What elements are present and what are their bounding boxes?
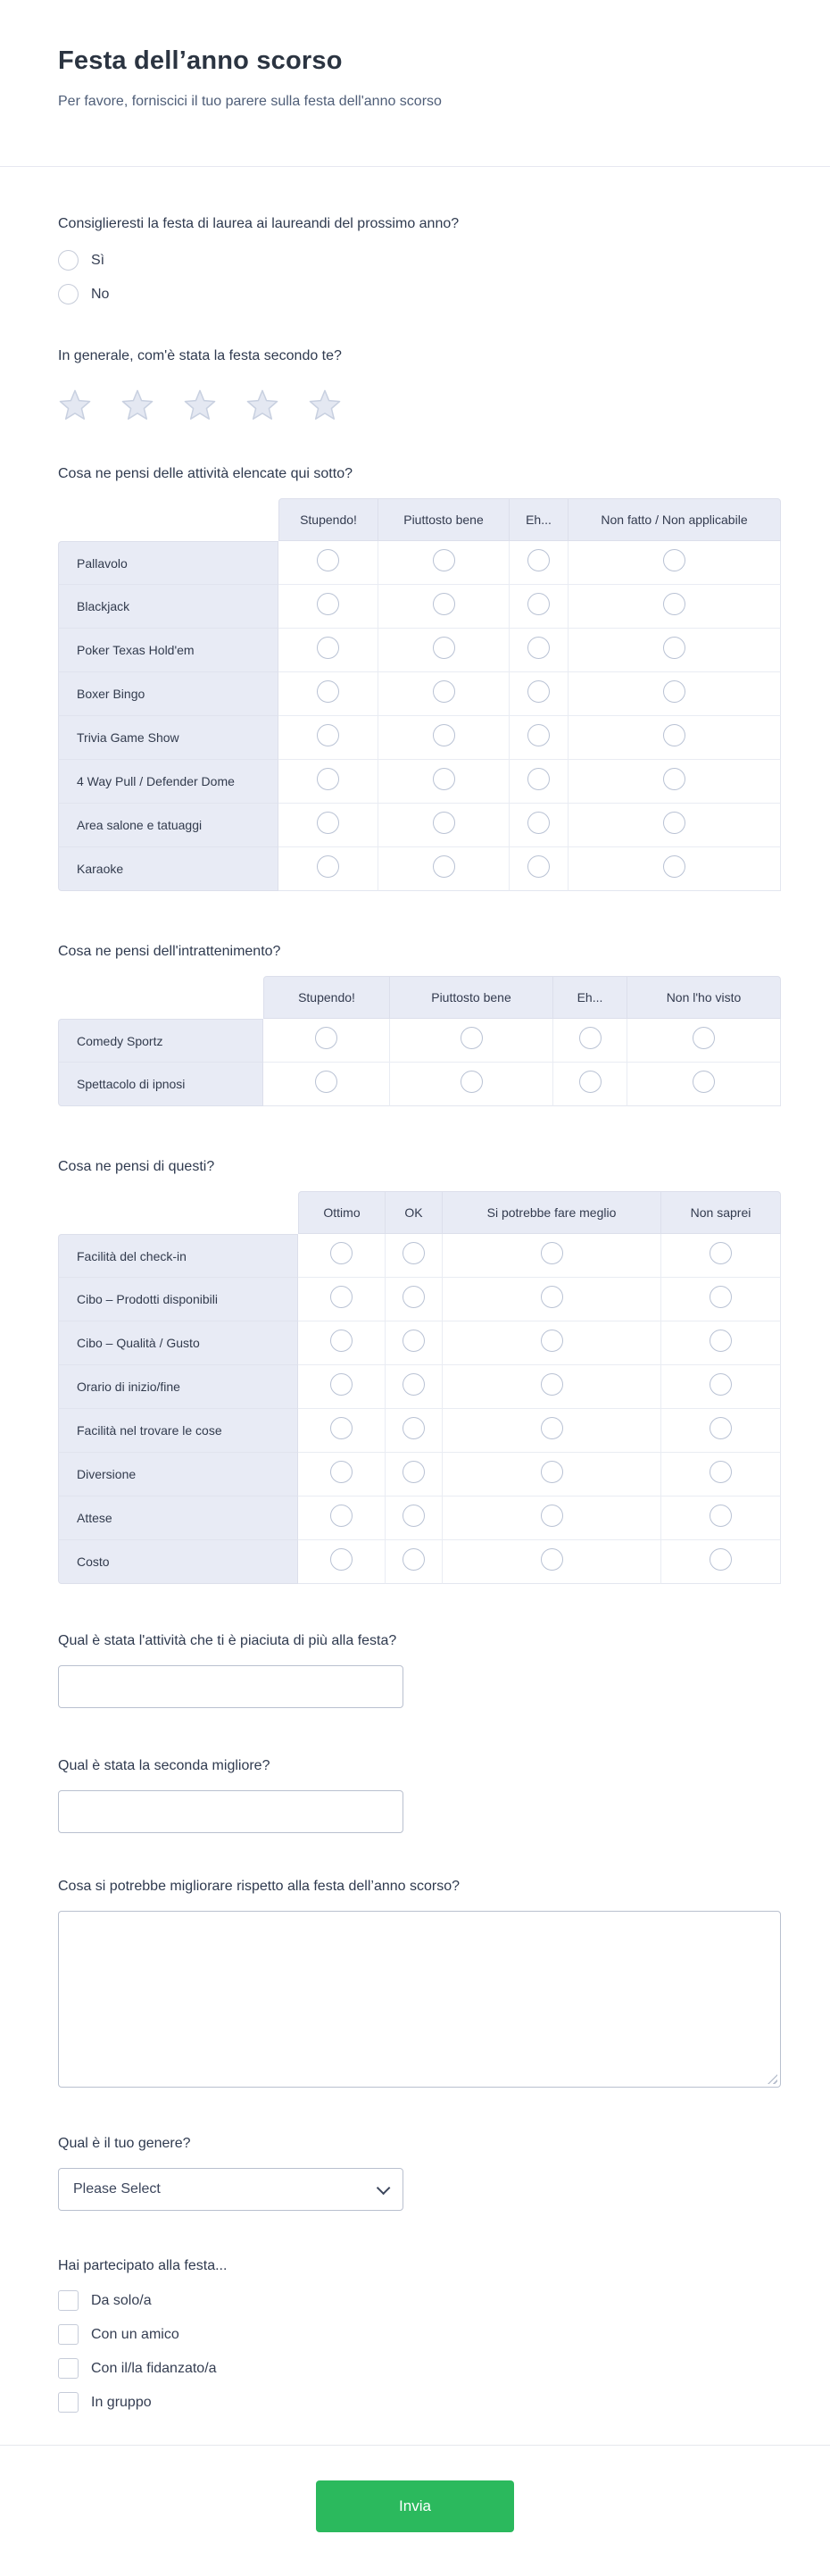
matrix-cell[interactable] <box>278 760 378 804</box>
matrix-row <box>58 672 781 716</box>
matrix-cell[interactable] <box>510 804 569 847</box>
radio-icon[interactable] <box>527 593 550 615</box>
improvements-textarea[interactable] <box>58 1911 781 2088</box>
matrix-cell[interactable] <box>510 585 569 629</box>
radio-icon[interactable] <box>541 1505 563 1527</box>
radio-icon[interactable] <box>403 1548 425 1571</box>
option-label: Da solo/a <box>91 2292 152 2308</box>
matrix-cell[interactable] <box>510 541 569 585</box>
radio-icon[interactable] <box>541 1330 563 1352</box>
matrix-cell[interactable] <box>386 1365 443 1409</box>
matrix-cell[interactable] <box>298 1453 386 1496</box>
radio-icon[interactable] <box>403 1505 425 1527</box>
favorite-activity-input[interactable] <box>58 1665 403 1708</box>
radio-icon[interactable] <box>403 1417 425 1439</box>
option-label: In gruppo <box>91 2394 152 2410</box>
matrix-cell[interactable] <box>569 716 781 760</box>
matrix-corner-cell <box>58 1191 298 1234</box>
matrix-col-header: Stupendo! <box>278 498 378 541</box>
matrix-row <box>58 1278 781 1321</box>
matrix-row <box>58 804 781 847</box>
matrix-row <box>58 760 781 804</box>
matrix-row <box>58 1234 781 1278</box>
radio-icon[interactable] <box>541 1373 563 1396</box>
page-subtitle: Per favore, forniscici il tuo parere sulla festa dell'anno scorso <box>58 94 442 109</box>
matrix-cell[interactable] <box>378 716 510 760</box>
submit-button[interactable]: Invia <box>316 2480 514 2532</box>
radio-icon[interactable] <box>330 1286 353 1308</box>
matrix-row <box>58 541 781 585</box>
matrix-row <box>58 585 781 629</box>
matrix-row-header: Poker Texas Hold'em <box>58 629 278 672</box>
matrix-cell[interactable] <box>661 1278 781 1321</box>
radio-group-recommend <box>58 250 781 304</box>
matrix-row <box>58 847 781 891</box>
matrix-cell[interactable] <box>278 629 378 672</box>
question-label: Cosa ne pensi delle attività elencate qui sotto? <box>58 466 353 481</box>
question-favorite-activity <box>0 1631 830 1708</box>
matrix-row <box>58 629 781 672</box>
matrix-col-header: Ottimo <box>298 1191 386 1234</box>
radio-icon[interactable] <box>403 1461 425 1483</box>
matrix-cell[interactable] <box>553 1063 627 1106</box>
matrix-cell[interactable] <box>298 1496 386 1540</box>
matrix-row-header: Diversione <box>58 1453 298 1496</box>
matrix-cell[interactable] <box>386 1453 443 1496</box>
radio-icon[interactable] <box>433 812 455 834</box>
radio-icon[interactable] <box>663 680 685 703</box>
matrix-row <box>58 1453 781 1496</box>
matrix-row <box>58 716 781 760</box>
activities-matrix-table <box>58 498 781 891</box>
radio-icon[interactable] <box>433 549 455 571</box>
matrix-row <box>58 1321 781 1365</box>
matrix-cell[interactable] <box>510 847 569 891</box>
matrix-col-header: Eh... <box>510 498 569 541</box>
radio-icon[interactable] <box>461 1071 483 1093</box>
matrix-cell[interactable] <box>378 672 510 716</box>
radio-icon[interactable] <box>541 1461 563 1483</box>
matrix-row-header: Blackjack <box>58 585 278 629</box>
radio-icon[interactable] <box>663 724 685 746</box>
matrix-row <box>58 1540 781 1584</box>
matrix-cell[interactable] <box>661 1409 781 1453</box>
matrix-cell[interactable] <box>569 672 781 716</box>
matrix-row-header: 4 Way Pull / Defender Dome <box>58 760 278 804</box>
matrix-row <box>58 1019 781 1063</box>
checkbox-option-3[interactable] <box>58 2358 781 2379</box>
matrix-row-header: Facilità del check-in <box>58 1234 298 1278</box>
matrix-cell[interactable] <box>278 585 378 629</box>
matrix-cell[interactable] <box>510 629 569 672</box>
matrix-cell[interactable] <box>278 847 378 891</box>
matrix-col-header: Non fatto / Non applicabile <box>569 498 781 541</box>
star-icon[interactable] <box>308 388 342 422</box>
radio-icon[interactable] <box>315 1027 337 1049</box>
matrix-row-header: Boxer Bingo <box>58 672 278 716</box>
matrix-cell[interactable] <box>569 629 781 672</box>
radio-icon[interactable] <box>541 1286 563 1308</box>
star-icon[interactable] <box>183 388 217 422</box>
checkbox-icon[interactable] <box>58 2358 79 2379</box>
star-icon[interactable] <box>120 388 154 422</box>
radio-icon[interactable] <box>317 768 339 790</box>
matrix-cell[interactable] <box>278 804 378 847</box>
radio-icon[interactable] <box>541 1548 563 1571</box>
matrix-cell[interactable] <box>510 672 569 716</box>
matrix-cell[interactable] <box>298 1365 386 1409</box>
checkbox-icon[interactable] <box>58 2290 79 2311</box>
matrix-row-header: Orario di inizio/fine <box>58 1365 298 1409</box>
matrix-cell[interactable] <box>443 1496 661 1540</box>
matrix-cell[interactable] <box>378 804 510 847</box>
matrix-cell[interactable] <box>510 760 569 804</box>
matrix-col-header: OK <box>386 1191 443 1234</box>
matrix-cell[interactable] <box>390 1063 553 1106</box>
radio-icon[interactable] <box>315 1071 337 1093</box>
matrix-cell[interactable] <box>298 1540 386 1584</box>
radio-icon[interactable] <box>317 680 339 703</box>
radio-icon[interactable] <box>527 812 550 834</box>
checkbox-icon[interactable] <box>58 2324 79 2345</box>
matrix-cell[interactable] <box>443 1321 661 1365</box>
question-label: Qual è il tuo genere? <box>58 2136 191 2151</box>
matrix-row-header: Trivia Game Show <box>58 716 278 760</box>
radio-icon[interactable] <box>710 1505 732 1527</box>
matrix-cell[interactable] <box>386 1278 443 1321</box>
matrix-col-header: Piuttosto bene <box>378 498 510 541</box>
radio-option-2[interactable] <box>58 284 781 304</box>
checkbox-option-1[interactable] <box>58 2290 781 2311</box>
matrix-col-header: Si potrebbe fare meglio <box>443 1191 661 1234</box>
matrix-col-header: Eh... <box>553 976 627 1019</box>
question-label: Cosa si potrebbe migliorare rispetto alla festa dell’anno scorso? <box>58 1879 461 1894</box>
radio-icon[interactable] <box>710 1548 732 1571</box>
checkbox-icon[interactable] <box>58 2392 79 2413</box>
matrix-cell[interactable] <box>298 1234 386 1278</box>
matrix-cell[interactable] <box>443 1409 661 1453</box>
radio-icon[interactable] <box>710 1286 732 1308</box>
radio-icon[interactable] <box>541 1242 563 1264</box>
radio-icon[interactable] <box>579 1027 602 1049</box>
matrix-cell[interactable] <box>553 1019 627 1063</box>
matrix-cell[interactable] <box>278 716 378 760</box>
radio-icon[interactable] <box>330 1373 353 1396</box>
radio-icon[interactable] <box>317 549 339 571</box>
matrix-cell[interactable] <box>661 1321 781 1365</box>
radio-icon[interactable] <box>330 1548 353 1571</box>
matrix-row-header: Area salone e tatuaggi <box>58 804 278 847</box>
matrix-row-header: Attese <box>58 1496 298 1540</box>
question-label: Hai partecipato alla festa... <box>58 2258 228 2273</box>
radio-icon[interactable] <box>663 812 685 834</box>
matrix-cell[interactable] <box>627 1063 781 1106</box>
radio-icon[interactable] <box>433 855 455 878</box>
checkbox-group-attended <box>58 2290 781 2413</box>
matrix-row-header: Facilità nel trovare le cose <box>58 1409 298 1453</box>
matrix-col-header: Non l'ho visto <box>627 976 781 1019</box>
matrix-cell[interactable] <box>278 672 378 716</box>
matrix-corner-cell <box>58 498 278 541</box>
matrix-cell[interactable] <box>443 1453 661 1496</box>
question-second-best <box>0 1756 830 1833</box>
radio-icon[interactable] <box>693 1027 715 1049</box>
radio-icon[interactable] <box>663 637 685 659</box>
radio-icon[interactable] <box>710 1373 732 1396</box>
radio-icon[interactable] <box>663 593 685 615</box>
star-rating <box>58 388 781 422</box>
matrix-cell[interactable] <box>263 1063 390 1106</box>
radio-icon[interactable] <box>461 1027 483 1049</box>
question-activities-matrix <box>0 464 830 891</box>
question-label: Qual è stata la seconda migliore? <box>58 1758 270 1773</box>
radio-icon[interactable] <box>330 1242 353 1264</box>
form-header <box>0 0 830 167</box>
matrix-cell[interactable] <box>569 760 781 804</box>
matrix-row-header: Cibo – Prodotti disponibili <box>58 1278 298 1321</box>
question-attended <box>0 2256 830 2413</box>
matrix-row-header: Karaoke <box>58 847 278 891</box>
matrix-cell[interactable] <box>386 1409 443 1453</box>
matrix-cell[interactable] <box>278 541 378 585</box>
radio-icon[interactable] <box>710 1330 732 1352</box>
matrix-cell[interactable] <box>298 1321 386 1365</box>
matrix-cell[interactable] <box>298 1278 386 1321</box>
radio-icon[interactable] <box>403 1330 425 1352</box>
option-label: No <box>91 286 110 302</box>
matrix-cell[interactable] <box>386 1321 443 1365</box>
matrix-col-header: Non saprei <box>661 1191 781 1234</box>
matrix-cell[interactable] <box>510 716 569 760</box>
matrix-cell[interactable] <box>443 1278 661 1321</box>
checkbox-option-4[interactable] <box>58 2392 781 2413</box>
page-title: Festa dell’anno scorso <box>58 46 343 75</box>
matrix-cell[interactable] <box>569 585 781 629</box>
radio-icon[interactable] <box>317 593 339 615</box>
form-footer <box>0 2445 830 2576</box>
radio-icon[interactable] <box>403 1286 425 1308</box>
matrix-col-header: Piuttosto bene <box>390 976 553 1019</box>
checkbox-option-2[interactable] <box>58 2324 781 2345</box>
matrix-cell[interactable] <box>378 760 510 804</box>
matrix-cell[interactable] <box>390 1019 553 1063</box>
matrix-cell[interactable] <box>378 585 510 629</box>
star-icon[interactable] <box>58 388 92 422</box>
second-best-input[interactable] <box>58 1790 403 1833</box>
question-recommend <box>0 214 830 304</box>
matrix-cell[interactable] <box>443 1365 661 1409</box>
matrix-row-header: Comedy Sportz <box>58 1019 263 1063</box>
radio-icon[interactable] <box>527 549 550 571</box>
radio-icon[interactable] <box>663 768 685 790</box>
option-label: Con un amico <box>91 2326 179 2342</box>
radio-icon[interactable] <box>317 724 339 746</box>
radio-icon[interactable] <box>433 637 455 659</box>
matrix-cell[interactable] <box>263 1019 390 1063</box>
radio-icon[interactable] <box>527 768 550 790</box>
radio-icon[interactable] <box>330 1330 353 1352</box>
radio-icon[interactable] <box>330 1505 353 1527</box>
matrix-cell[interactable] <box>378 847 510 891</box>
matrix-cell[interactable] <box>378 541 510 585</box>
radio-icon[interactable] <box>663 855 685 878</box>
radio-icon[interactable] <box>58 250 79 271</box>
radio-icon[interactable] <box>527 855 550 878</box>
question-gender <box>0 2134 830 2211</box>
matrix-cell[interactable] <box>443 1234 661 1278</box>
radio-icon[interactable] <box>663 549 685 571</box>
radio-icon[interactable] <box>433 768 455 790</box>
radio-icon[interactable] <box>317 637 339 659</box>
matrix-cell[interactable] <box>386 1540 443 1584</box>
radio-icon[interactable] <box>330 1417 353 1439</box>
improvements-textarea-wrap <box>58 1911 781 2088</box>
matrix-corner-cell <box>58 976 263 1019</box>
matrix-cell[interactable] <box>627 1019 781 1063</box>
matrix-cell[interactable] <box>443 1540 661 1584</box>
matrix-row <box>58 1409 781 1453</box>
matrix-row-header: Pallavolo <box>58 541 278 585</box>
matrix-row <box>58 1063 781 1106</box>
gender-select-value: Please Select <box>73 2181 161 2197</box>
radio-icon[interactable] <box>693 1071 715 1093</box>
question-label: Consiglieresti la festa di laurea ai laureandi del prossimo anno? <box>58 216 460 231</box>
radio-icon[interactable] <box>403 1242 425 1264</box>
radio-icon[interactable] <box>541 1417 563 1439</box>
question-entertainment-matrix <box>0 942 830 1106</box>
star-icon[interactable] <box>245 388 279 422</box>
chevron-down-icon <box>377 2180 391 2195</box>
radio-icon[interactable] <box>317 812 339 834</box>
question-label: Cosa ne pensi di questi? <box>58 1159 215 1174</box>
matrix-cell[interactable] <box>378 629 510 672</box>
matrix-row-header: Spettacolo di ipnosi <box>58 1063 263 1106</box>
question-label: Cosa ne pensi dell'intrattenimento? <box>58 944 281 959</box>
matrix-cell[interactable] <box>569 541 781 585</box>
radio-icon[interactable] <box>433 593 455 615</box>
radio-icon[interactable] <box>317 855 339 878</box>
matrix-cell[interactable] <box>661 1453 781 1496</box>
matrix-cell[interactable] <box>569 804 781 847</box>
radio-icon[interactable] <box>433 680 455 703</box>
gender-select[interactable] <box>58 2168 403 2211</box>
question-improvements <box>0 1877 830 2088</box>
matrix-cell[interactable] <box>661 1365 781 1409</box>
question-overall-rating <box>0 346 830 422</box>
matrix-cell[interactable] <box>661 1496 781 1540</box>
aspects-matrix-table <box>58 1191 781 1584</box>
matrix-col-header: Stupendo! <box>263 976 390 1019</box>
option-label: Con il/la fidanzato/a <box>91 2360 217 2376</box>
radio-icon[interactable] <box>527 724 550 746</box>
entertainment-matrix-table <box>58 976 781 1106</box>
radio-icon[interactable] <box>579 1071 602 1093</box>
radio-icon[interactable] <box>58 284 79 304</box>
radio-icon[interactable] <box>527 637 550 659</box>
question-label: In generale, com'è stata la festa secondo te? <box>58 348 342 363</box>
radio-icon[interactable] <box>527 680 550 703</box>
radio-option-1[interactable] <box>58 250 781 271</box>
radio-icon[interactable] <box>433 724 455 746</box>
matrix-cell[interactable] <box>386 1496 443 1540</box>
radio-icon[interactable] <box>403 1373 425 1396</box>
matrix-row <box>58 1365 781 1409</box>
radio-icon[interactable] <box>710 1242 732 1264</box>
matrix-cell[interactable] <box>569 847 781 891</box>
matrix-row <box>58 1496 781 1540</box>
matrix-row-header: Cibo – Qualità / Gusto <box>58 1321 298 1365</box>
radio-icon[interactable] <box>710 1417 732 1439</box>
radio-icon[interactable] <box>330 1461 353 1483</box>
matrix-row-header: Costo <box>58 1540 298 1584</box>
question-aspects-matrix <box>0 1157 830 1584</box>
radio-icon[interactable] <box>710 1461 732 1483</box>
matrix-cell[interactable] <box>661 1540 781 1584</box>
matrix-cell[interactable] <box>661 1234 781 1278</box>
option-label: Sì <box>91 252 105 268</box>
question-label: Qual è stata l'attività che ti è piaciuta di più alla festa? <box>58 1633 397 1648</box>
matrix-cell[interactable] <box>386 1234 443 1278</box>
matrix-cell[interactable] <box>298 1409 386 1453</box>
